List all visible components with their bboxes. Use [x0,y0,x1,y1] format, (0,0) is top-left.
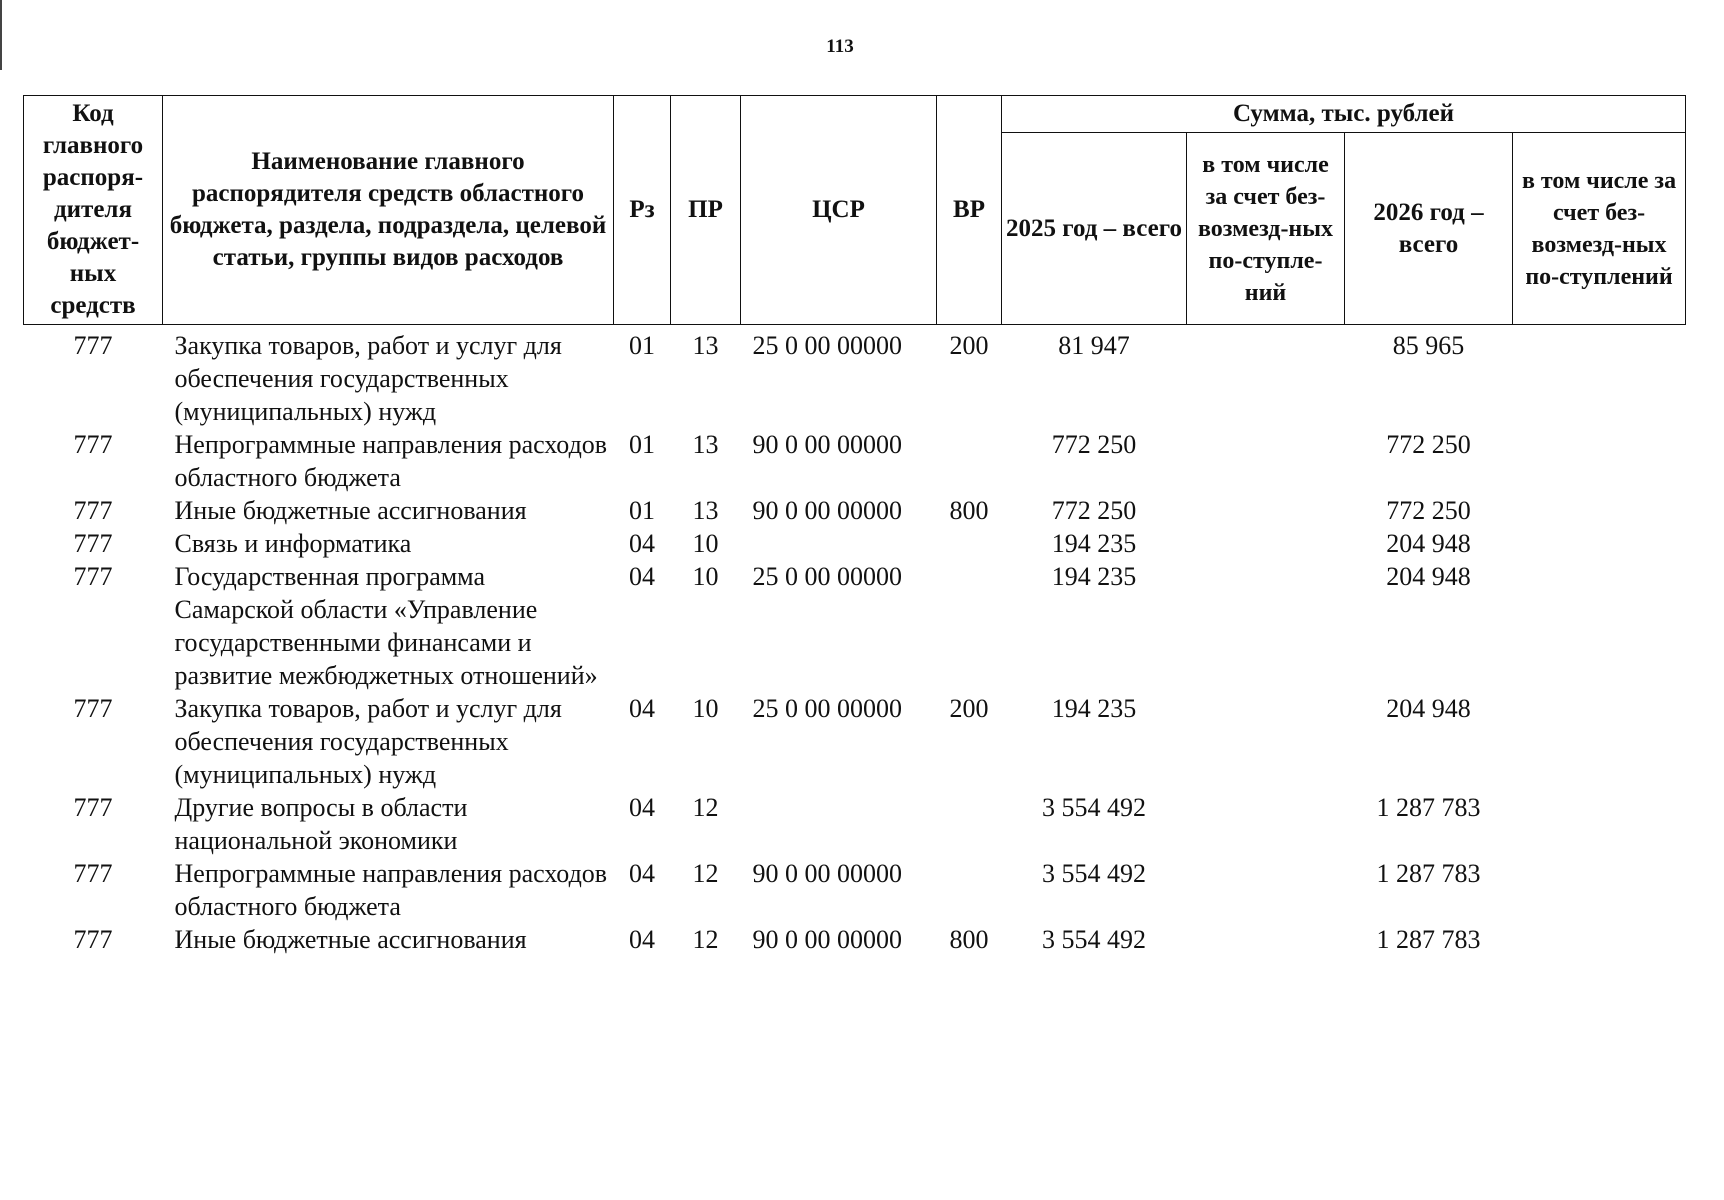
cell-name: Иные бюджетные ассигнования [174,925,527,954]
cell-code: 777 [73,496,113,525]
cell-2026-total: 1 287 783 [1376,859,1481,888]
cell-2025-total: 194 235 [1051,694,1137,723]
cell-rz: 01 [629,496,655,525]
cell-2025-gratuitous [1187,791,1345,857]
cell-csr: 25 0 00 00000 [752,331,902,360]
header-vr: ВР [937,96,1002,325]
cell-2025-gratuitous [1187,560,1345,692]
header-pr: ПР [671,96,741,325]
cell-2025-gratuitous [1187,428,1345,494]
table-row [24,325,1686,429]
cell-2026-gratuitous [1513,560,1686,692]
cell-2025-total: 194 235 [1051,562,1137,591]
table-row [24,527,1686,560]
cell-pr: 13 [692,331,719,360]
header-sum-title: Сумма, тыс. рублей [1002,96,1686,133]
cell-2026-total: 85 965 [1392,331,1465,360]
cell-rz: 04 [629,529,655,558]
header-code: Код главного распоря-дителя бюджет-ных средств [24,96,163,325]
cell-pr: 10 [692,562,719,591]
budget-table [23,95,1686,956]
cell-name: Непрограммные направления расходов областного бюджета [174,430,608,492]
cell-2025-total: 3 554 492 [1042,925,1146,954]
cell-2025-total: 3 554 492 [1042,793,1146,822]
cell-2026-total: 1 287 783 [1376,793,1481,822]
header-2026-gratuitous: в том числе за счет без-возмезд-ных по-ступлений [1513,133,1686,325]
cell-2026-total: 772 250 [1386,496,1471,525]
cell-name: Иные бюджетные ассигнования [174,496,527,525]
cell-2026-total: 772 250 [1386,430,1471,459]
cell-csr: 25 0 00 00000 [752,562,902,591]
cell-vr [937,791,1002,857]
cell-code: 777 [73,925,113,954]
cell-2026-gratuitous [1513,857,1686,923]
cell-2025-total: 772 250 [1051,430,1137,459]
cell-name: Закупка товаров, работ и услуг для обеспечения государственных (муниципальных) нужд [174,694,562,789]
table-row [24,494,1686,527]
page-edge-rule [0,0,2,70]
cell-csr: 25 0 00 00000 [752,694,902,723]
cell-2025-total: 3 554 492 [1042,859,1146,888]
cell-2026-total: 1 287 783 [1376,925,1481,954]
table-row [24,857,1686,923]
header-2026-total: 2026 год – всего [1345,133,1513,325]
cell-rz: 04 [629,925,655,954]
table-row [24,560,1686,692]
header-2025-total: 2025 год – всего [1002,133,1187,325]
cell-2026-gratuitous [1513,428,1686,494]
cell-vr: 200 [949,331,989,360]
cell-2025-gratuitous [1187,692,1345,791]
cell-vr: 200 [949,694,989,723]
cell-rz: 04 [629,562,655,591]
header-name: Наименование главного распорядителя средств областного бюджета, раздела, подраздела, целевой статьи, группы видов расходов [163,96,614,325]
cell-name: Государственная программа Самарской области «Управление государственными финансами и развитие межбюджетных отношений» [174,562,598,690]
header-2025-gratuitous: в том числе за счет без-возмезд-ных по-ступле-ний [1187,133,1345,325]
cell-pr: 12 [692,793,719,822]
cell-rz: 04 [629,793,655,822]
cell-name: Связь и информатика [174,529,412,558]
cell-vr [937,857,1002,923]
cell-name: Закупка товаров, работ и услуг для обеспечения государственных (муниципальных) нужд [174,331,562,426]
cell-2026-total: 204 948 [1386,694,1471,723]
cell-rz: 01 [629,331,655,360]
cell-2025-gratuitous [1187,325,1345,429]
cell-csr: 90 0 00 00000 [752,925,902,954]
cell-2025-total: 772 250 [1051,496,1137,525]
cell-vr [937,560,1002,692]
cell-2025-gratuitous [1187,527,1345,560]
cell-csr: 90 0 00 00000 [752,430,902,459]
cell-rz: 01 [629,430,655,459]
cell-vr: 800 [949,925,989,954]
cell-2025-gratuitous [1187,923,1345,956]
cell-2026-gratuitous [1513,325,1686,429]
cell-pr: 12 [692,859,719,888]
cell-vr: 800 [949,496,989,525]
cell-vr [937,527,1002,560]
cell-rz: 04 [629,694,655,723]
cell-2026-gratuitous [1513,494,1686,527]
table-header [24,96,1686,325]
cell-2026-gratuitous [1513,923,1686,956]
table-row [24,692,1686,791]
cell-pr: 12 [692,925,719,954]
cell-name: Непрограммные направления расходов областного бюджета [174,859,608,921]
cell-2026-gratuitous [1513,692,1686,791]
cell-2025-gratuitous [1187,857,1345,923]
cell-code: 777 [73,859,113,888]
cell-csr [741,527,937,560]
cell-pr: 13 [692,430,719,459]
cell-2026-total: 204 948 [1386,562,1471,591]
header-rz: Рз [614,96,671,325]
table-row [24,923,1686,956]
cell-vr [937,428,1002,494]
cell-code: 777 [73,562,113,591]
cell-name: Другие вопросы в области национальной экономики [174,793,468,855]
cell-2025-gratuitous [1187,494,1345,527]
cell-csr [741,791,937,857]
header-csr: ЦСР [741,96,937,325]
cell-pr: 13 [692,496,719,525]
cell-pr: 10 [692,694,719,723]
cell-2025-total: 81 947 [1058,331,1130,360]
table-row [24,428,1686,494]
cell-code: 777 [73,331,113,360]
cell-2026-gratuitous [1513,791,1686,857]
cell-pr: 10 [692,529,719,558]
cell-rz: 04 [629,859,655,888]
cell-csr: 90 0 00 00000 [752,859,902,888]
cell-2026-total: 204 948 [1386,529,1471,558]
page-number: 113 [826,36,854,57]
cell-2026-gratuitous [1513,527,1686,560]
cell-code: 777 [73,793,113,822]
cell-code: 777 [73,430,113,459]
cell-code: 777 [73,694,113,723]
cell-2025-total: 194 235 [1051,529,1137,558]
cell-csr: 90 0 00 00000 [752,496,902,525]
table-row [24,791,1686,857]
cell-code: 777 [73,529,113,558]
table-body [24,325,1686,957]
